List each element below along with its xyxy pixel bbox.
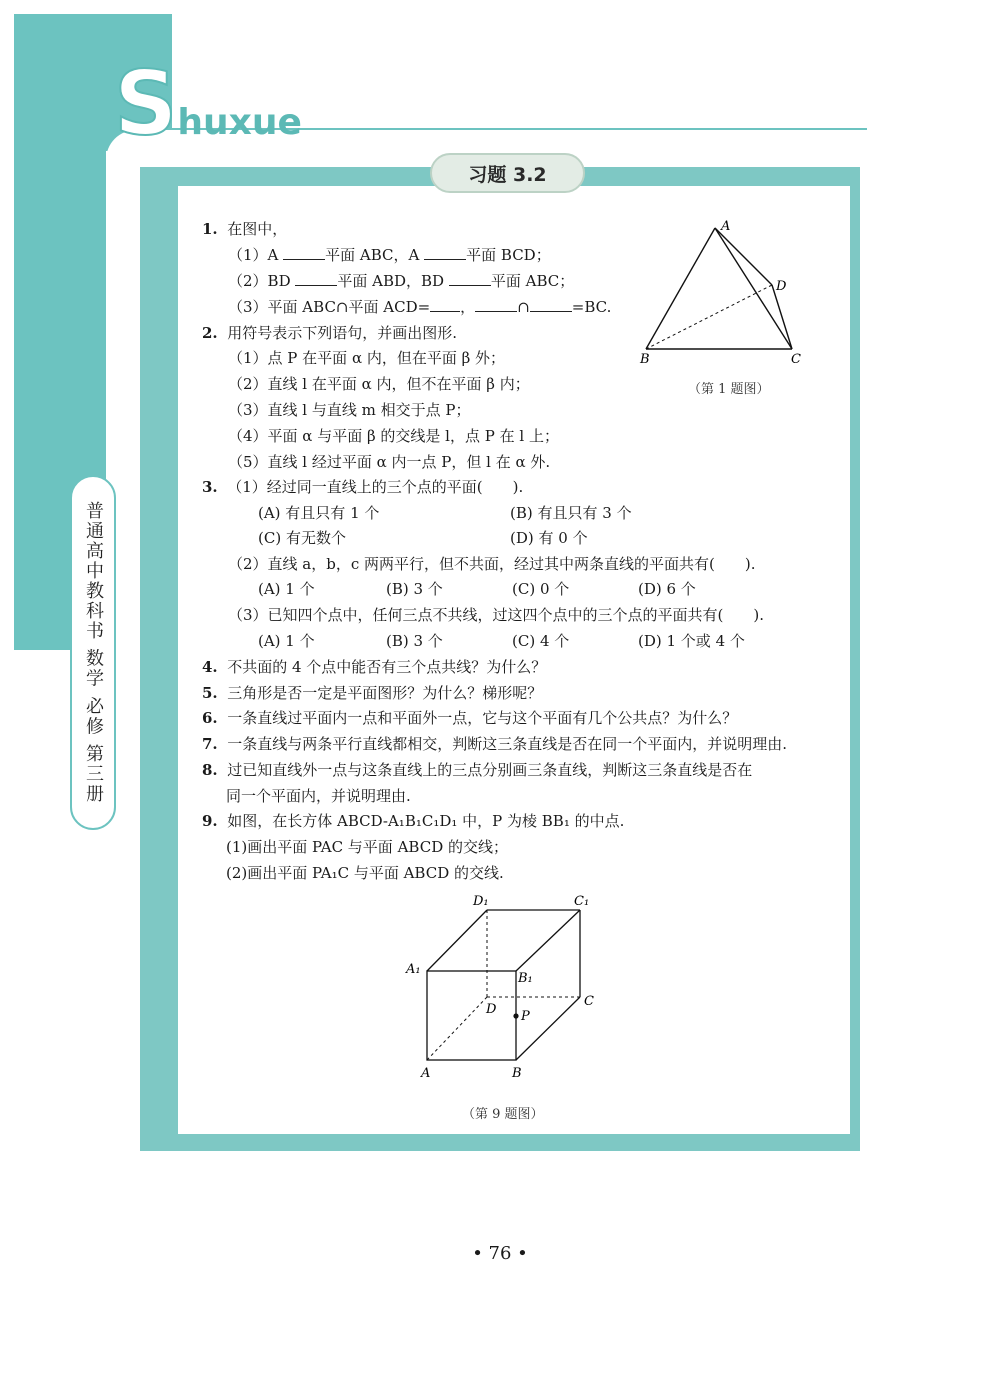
q9-stem <box>202 811 624 831</box>
q3-sub1-text: （1）经过同一直线上的三个点的平面( ). <box>227 478 524 496</box>
q2-item: （3）直线 l 与直线 m 相交于点 P； <box>228 401 471 419</box>
q1-part3-c: ∩ <box>517 298 530 316</box>
figure-9-caption: （第 9 题图） <box>462 1107 544 1122</box>
answer-blank[interactable] <box>430 297 460 312</box>
q3-option: (A) 1 个 <box>258 632 315 650</box>
label-D: D <box>776 279 787 294</box>
label-A: A <box>721 219 731 234</box>
label-C1: C₁ <box>574 894 590 909</box>
q1-part1-a: （1）A <box>228 246 284 264</box>
q9-part1: (1)画出平面 PAC 与平面 ABCD 的交线； <box>226 838 508 856</box>
edge-DA-hidden <box>427 997 487 1060</box>
q1-part1-b: 平面 ABC，A <box>325 246 425 264</box>
q1-part2-c: 平面 ABC； <box>490 272 575 290</box>
q9-stem-text: 如图，在长方体 ABCD-A₁B₁C₁D₁ 中，P 为棱 BB₁ 的中点. <box>227 812 625 830</box>
label-D: D <box>486 1002 497 1017</box>
exercise-title: 习题 3.2 <box>430 153 585 193</box>
q1-part2-a: （2）BD <box>228 272 296 290</box>
answer-blank[interactable] <box>295 271 337 286</box>
q3-sub2: （2）直线 a，b，c 两两平行，但不共面，经过其中两条直线的平面共有( ). <box>228 555 756 573</box>
q6 <box>202 708 737 728</box>
q1-part2 <box>228 271 574 291</box>
q2-item: （1）点 P 在平面 α 内，但在平面 β 外； <box>228 349 506 367</box>
q2-number: 2. <box>202 324 218 342</box>
label-C: C <box>584 994 594 1009</box>
label-D1: D₁ <box>473 894 489 909</box>
q8-line2: 同一个平面内，并说明理由. <box>226 787 411 805</box>
q3-option: (C) 4 个 <box>512 632 570 650</box>
q5 <box>202 683 542 703</box>
answer-blank[interactable] <box>475 297 517 312</box>
edge-DC <box>772 285 792 349</box>
edge-AD <box>715 228 772 285</box>
label-A1: A₁ <box>406 962 421 977</box>
q9-part2: (2)画出平面 PA₁C 与平面 ABCD 的交线. <box>226 864 504 882</box>
answer-blank[interactable] <box>449 271 491 286</box>
label-B: B <box>640 352 650 367</box>
q1-number: 1. <box>202 220 218 238</box>
q1-part3-d: =BC. <box>571 298 612 316</box>
edge-BC <box>516 997 580 1060</box>
q2-stem-text: 用符号表示下列语句，并画出图形. <box>227 324 457 342</box>
edge-AB <box>646 228 715 349</box>
q3-option: (D) 6 个 <box>638 580 696 598</box>
q1-part3 <box>228 297 611 317</box>
edge-B1C1 <box>516 910 580 971</box>
q3-option: (C) 0 个 <box>512 580 570 598</box>
point-P <box>513 1013 518 1018</box>
label-P: P <box>521 1009 530 1024</box>
label-B1: B₁ <box>518 971 533 986</box>
q6-number: 6. <box>202 709 218 727</box>
q3-option: (B) 有且只有 3 个 <box>510 504 632 522</box>
answer-blank[interactable] <box>283 245 325 260</box>
q3-option: (B) 3 个 <box>386 632 443 650</box>
q1-stem-text: 在图中， <box>227 220 288 238</box>
q2-stem <box>202 323 457 343</box>
q7-text: 一条直线与两条平行直线都相交，判断这三条直线是否在同一个平面内，并说明理由. <box>227 735 787 753</box>
q1-part1-c: 平面 BCD； <box>466 246 551 264</box>
brand-initial: S <box>114 52 178 155</box>
q3-sub1 <box>202 477 523 497</box>
answer-blank[interactable] <box>424 245 466 260</box>
q1-part3-a: （3）平面 ABC∩平面 ACD= <box>228 298 431 316</box>
edge-A1D1 <box>427 910 487 971</box>
q3-option: (C) 有无数个 <box>258 529 346 547</box>
q3-option: (D) 有 0 个 <box>510 529 588 547</box>
q3-option: (D) 1 个或 4 个 <box>638 632 745 650</box>
q5-number: 5. <box>202 684 218 702</box>
q7 <box>202 734 787 754</box>
q3-number: 3. <box>202 478 218 496</box>
q3-option: (B) 3 个 <box>386 580 443 598</box>
q4-text: 不共面的 4 个点中能否有三个点共线？为什么？ <box>227 658 547 676</box>
figure-1-tetrahedron <box>636 218 811 378</box>
brand-rest: huxue <box>177 102 302 143</box>
side-book-label-text: 普通高中教科书 数学 必修 第三册 <box>83 500 104 805</box>
label-B: B <box>512 1066 522 1081</box>
label-C: C <box>791 352 801 367</box>
q1-part2-b: 平面 ABD，BD <box>337 272 449 290</box>
figure-9-cuboid <box>400 890 610 1090</box>
q2-item: （4）平面 α 与平面 β 的交线是 l，点 P 在 l 上； <box>228 427 559 445</box>
q8-text-1: 过已知直线外一点与这条直线上的三点分别画三条直线，判断这三条直线是否在 <box>227 761 753 779</box>
q1-stem <box>202 219 287 239</box>
answer-blank[interactable] <box>530 297 572 312</box>
figure-1-caption: （第 1 题图） <box>688 382 770 397</box>
q4-number: 4. <box>202 658 218 676</box>
page-number: • 76 • <box>472 1243 528 1264</box>
label-A: A <box>421 1066 431 1081</box>
q6-text: 一条直线过平面内一点和平面外一点，它与这个平面有几个公共点？为什么？ <box>227 709 738 727</box>
q2-item: （5）直线 l 经过平面 α 内一点 P，但 l 在 α 外. <box>228 453 551 471</box>
q3-option: (A) 有且只有 1 个 <box>258 504 380 522</box>
q4 <box>202 657 546 677</box>
q8-number: 8. <box>202 761 218 779</box>
q1-part3-b: ， <box>460 298 476 316</box>
q1-part1 <box>228 245 551 265</box>
q8-line1 <box>202 760 752 780</box>
q3-option: (A) 1 个 <box>258 580 315 598</box>
side-book-label <box>70 475 116 830</box>
q5-text: 三角形是否一定是平面图形？为什么？梯形呢？ <box>227 684 543 702</box>
q7-number: 7. <box>202 735 218 753</box>
brand-logo <box>114 52 302 155</box>
q2-item: （2）直线 l 在平面 α 内，但不在平面 β 内； <box>228 375 530 393</box>
q9-number: 9. <box>202 812 218 830</box>
q3-sub3: （3）已知四个点中，任何三点不共线，过这四个点中的三个点的平面共有( ). <box>228 606 765 624</box>
